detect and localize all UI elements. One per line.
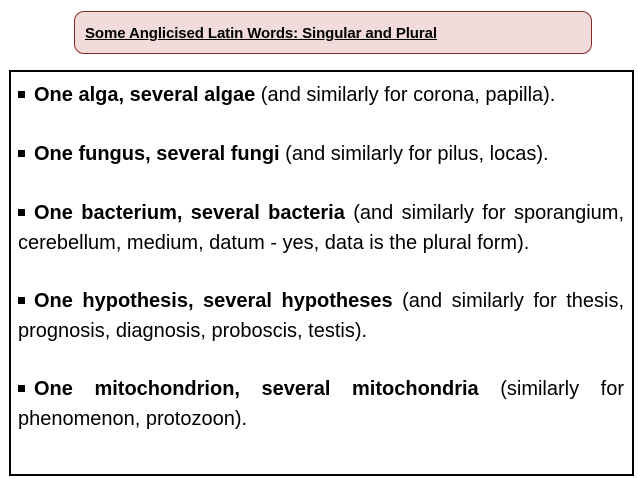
item-term: One hypothesis, several hypotheses <box>34 290 393 312</box>
bullet-icon <box>18 209 25 216</box>
bullet-icon <box>18 91 25 98</box>
bullet-icon <box>18 385 25 392</box>
bullet-icon <box>18 297 25 304</box>
content-box <box>9 70 634 476</box>
bullet-icon <box>18 150 25 157</box>
item-term: One fungus, several fungi <box>34 143 280 165</box>
item-note: (and similarly for corona, papilla). <box>255 84 556 106</box>
item-note: (and similarly for pilus, locas). <box>279 143 549 165</box>
item-term: One alga, several algae <box>34 84 256 106</box>
item-note: (and similarly for sporangium, cerebellum, medium, datum - yes, data is the plural form). <box>18 202 625 254</box>
item-note: (similarly for phenomenon, protozoon). <box>18 378 624 430</box>
item-term: One bacterium, several bacteria <box>34 202 345 224</box>
slide-title: Some Anglicised Latin Words: Singular and Plural <box>85 25 437 42</box>
item-note: (and similarly for thesis, prognosis, diagnosis, proboscis, testis). <box>18 290 624 342</box>
list-item <box>18 287 624 346</box>
list-item <box>18 375 624 434</box>
item-term: One mitochondrion, several mitochondria <box>34 378 479 400</box>
title-box <box>74 11 592 54</box>
list-item <box>18 199 624 258</box>
list-item <box>18 140 624 170</box>
list-item <box>18 81 624 111</box>
